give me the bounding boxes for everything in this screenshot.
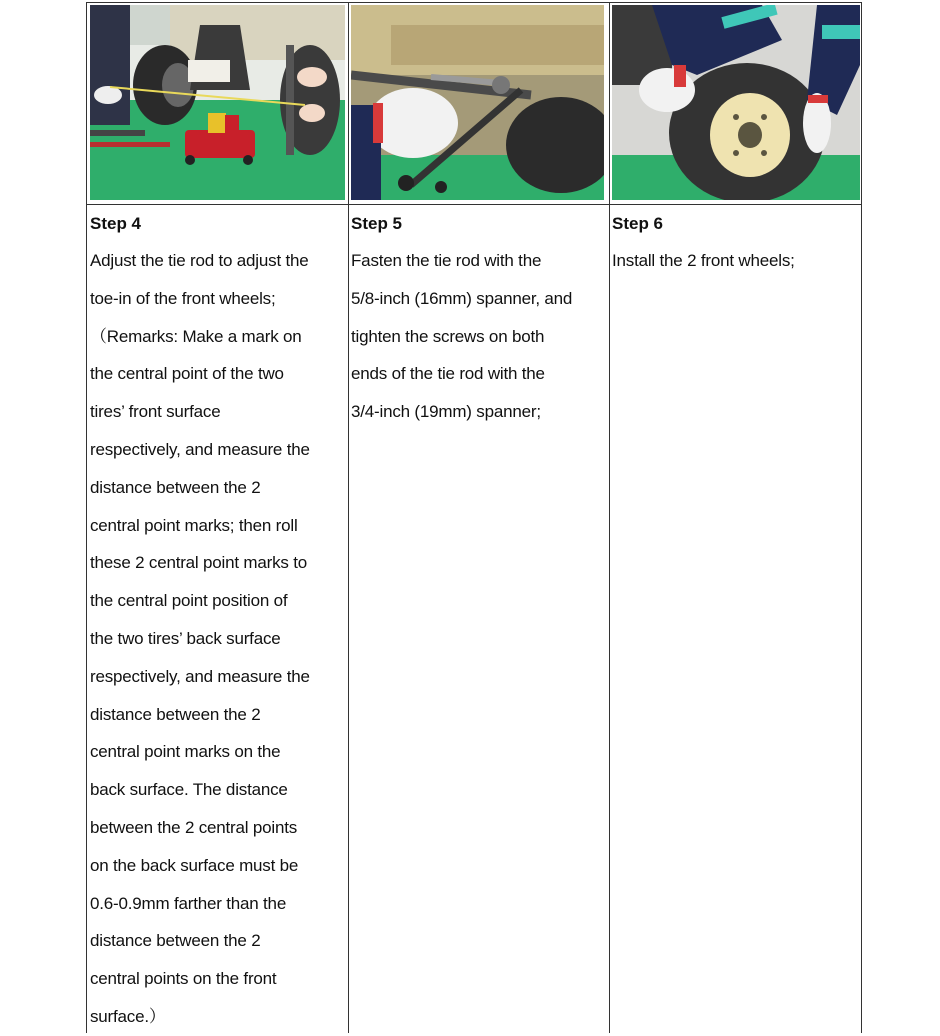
step-6-cell <box>612 208 860 280</box>
text-line: （Remarks: Make a mark on <box>90 326 302 346</box>
steps-table <box>86 2 862 1033</box>
text-line: Fasten the tie rod with the <box>351 251 542 270</box>
step-title: Step 5 <box>351 214 403 233</box>
text-line: 0.6-0.9mm farther than the <box>90 893 287 913</box>
step-description <box>612 242 860 280</box>
text-line: the central point of the two <box>90 364 284 384</box>
text-line: ends of the tie rod with the <box>351 364 545 384</box>
step-4-photo <box>90 5 345 200</box>
text-line: 3/4-inch (19mm) spanner; <box>351 402 541 422</box>
text-line: distance between the 2 <box>90 704 261 724</box>
text-line: the central point position of <box>90 591 288 611</box>
step-description <box>351 242 607 431</box>
step-4-cell <box>90 208 346 1036</box>
text-line: on the back surface must be <box>90 855 299 875</box>
text-line: Adjust the tie rod to adjust the <box>90 251 309 270</box>
column-divider <box>609 3 610 1033</box>
column-divider <box>348 3 349 1033</box>
text-line: tires’ front surface <box>90 402 221 422</box>
step-description <box>90 242 346 1036</box>
step-6-photo <box>612 5 860 200</box>
text-line: distance between the 2 <box>90 477 261 497</box>
text-line: back surface. The distance <box>90 780 288 800</box>
text-line: distance between the 2 <box>90 931 261 951</box>
text-line: 5/8-inch (16mm) spanner, and <box>351 288 573 308</box>
text-line: the two tires’ back surface <box>90 628 281 648</box>
step-5-photo <box>351 5 604 200</box>
text-line: Install the 2 front wheels; <box>612 251 795 270</box>
text-line: central point marks; then roll <box>90 515 298 535</box>
step-title: Step 6 <box>612 214 664 233</box>
step-title: Step 4 <box>90 214 142 233</box>
text-line: these 2 central point marks to <box>90 553 308 573</box>
row-divider <box>87 204 861 205</box>
text-line: respectively, and measure the <box>90 439 310 459</box>
text-line: respectively, and measure the <box>90 666 310 686</box>
step-5-cell <box>351 208 607 431</box>
text-line: between the 2 central points <box>90 817 298 837</box>
text-line: central points on the front <box>90 969 277 989</box>
text-line: tighten the screws on both <box>351 326 545 346</box>
text-line: toe-in of the front wheels; <box>90 288 276 308</box>
text-line: central point marks on the <box>90 742 281 762</box>
text-line: surface.） <box>90 1006 166 1026</box>
